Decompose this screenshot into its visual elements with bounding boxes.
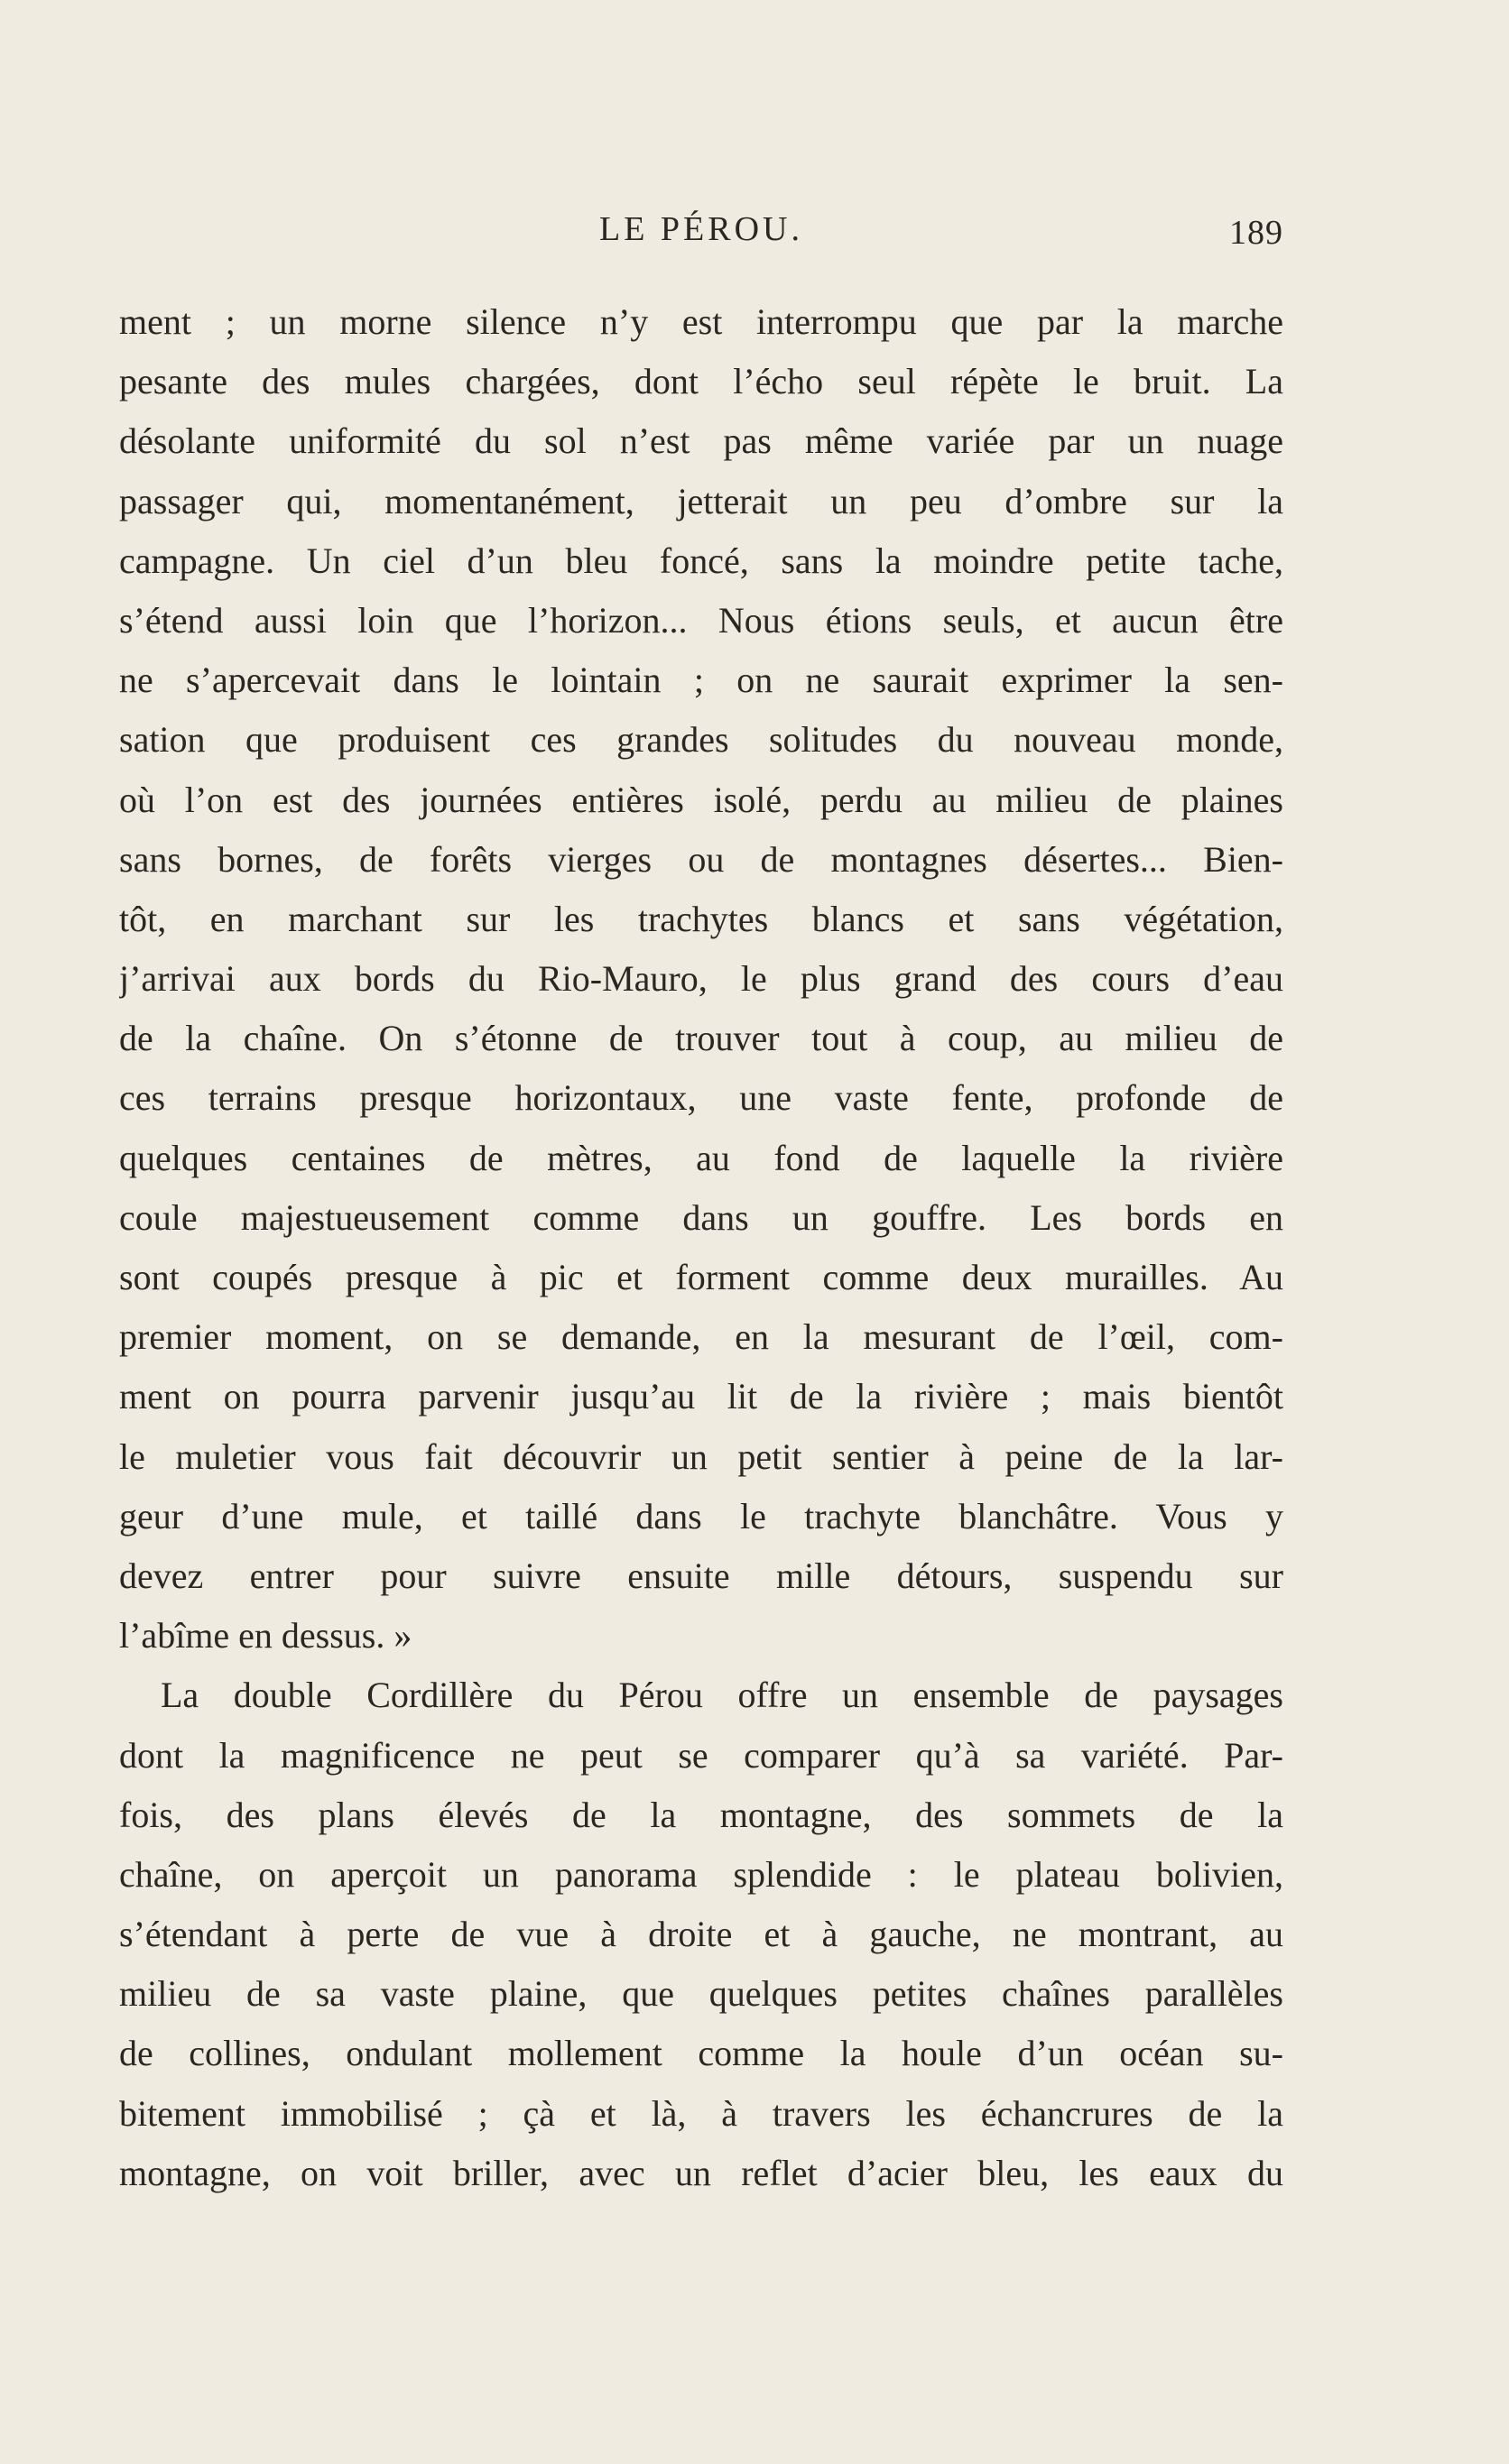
text-line: coule majestueusement comme dans un gouffre. Les bords en <box>119 1196 1283 1238</box>
text-line: bitement immobilisé ; çà et là, à travers les échancrures de la <box>119 2092 1283 2134</box>
text-line: de collines, ondulant mollement comme la houle d’un océan su- <box>119 2033 1283 2074</box>
text-line: quelques centaines de mètres, au fond de laquelle la rivière <box>119 1137 1283 1178</box>
text-line: s’étend aussi loin que l’horizon... Nous étions seuls, et aucun être <box>119 599 1283 641</box>
text-line: ment ; un morne silence n’y est interrompu que par la marche <box>119 301 1283 342</box>
text-line: ces terrains presque horizontaux, une vaste fente, profonde de <box>119 1077 1283 1119</box>
text-line: montagne, on voit briller, avec un reflet d’acier bleu, les eaux du <box>119 2152 1283 2193</box>
text-line: sans bornes, de forêts vierges ou de montagnes désertes... Bien- <box>119 838 1283 880</box>
text-line: où l’on est des journées entières isolé, perdu au milieu de plaines <box>119 779 1283 820</box>
text-line: campagne. Un ciel d’un bleu foncé, sans la moindre petite tache, <box>119 540 1283 581</box>
text-line: de la chaîne. On s’étonne de trouver tout à coup, au milieu de <box>119 1018 1283 1059</box>
page-number: 189 <box>1229 214 1283 252</box>
text-line: dont la magnificence ne peut se comparer qu’à sa variété. Par- <box>119 1734 1283 1776</box>
text-line: sation que produisent ces grandes solitudes du nouveau monde, <box>119 719 1283 761</box>
text-line-paragraph-end: l’abîme en dessus. » <box>119 1615 412 1657</box>
text-line: fois, des plans élevés de la montagne, des sommets de la <box>119 1794 1283 1835</box>
text-line: j’arrivai aux bords du Rio-Mauro, le plus grand des cours d’eau <box>119 958 1283 1000</box>
running-head <box>119 209 1283 263</box>
text-line: milieu de sa vaste plaine, que quelques petites chaînes parallèles <box>119 1973 1283 2015</box>
text-line: geur d’une mule, et taillé dans le trachyte blanchâtre. Vous y <box>119 1495 1283 1537</box>
text-line: ment on pourra parvenir jusqu’au lit de la rivière ; mais bientôt <box>119 1376 1283 1417</box>
text-line-paragraph-start: La double Cordillère du Pérou offre un ensemble de paysages <box>161 1675 1283 1716</box>
text-line: désolante uniformité du sol n’est pas même variée par un nuage <box>119 420 1283 462</box>
text-line: chaîne, on aperçoit un panorama splendide : le plateau bolivien, <box>119 1853 1283 1895</box>
text-line: passager qui, momentanément, jetterait un peu d’ombre sur la <box>119 480 1283 521</box>
text-line: tôt, en marchant sur les trachytes blancs et sans végétation, <box>119 898 1283 939</box>
body-text <box>119 292 1283 2203</box>
text-line: pesante des mules chargées, dont l’écho seul répète le bruit. La <box>119 361 1283 402</box>
running-title: LE PÉROU. <box>599 210 803 248</box>
text-line: le muletier vous fait découvrir un petit sentier à peine de la lar- <box>119 1435 1283 1477</box>
text-line: s’étendant à perte de vue à droite et à gauche, ne montrant, au <box>119 1914 1283 1955</box>
text-line: sont coupés presque à pic et forment comme deux murailles. Au <box>119 1257 1283 1297</box>
text-line: ne s’apercevait dans le lointain ; on ne saurait exprimer la sen- <box>119 660 1283 701</box>
text-line: devez entrer pour suivre ensuite mille détours, suspendu sur <box>119 1555 1283 1596</box>
text-line: premier moment, on se demande, en la mesurant de l’œil, com- <box>119 1316 1283 1358</box>
